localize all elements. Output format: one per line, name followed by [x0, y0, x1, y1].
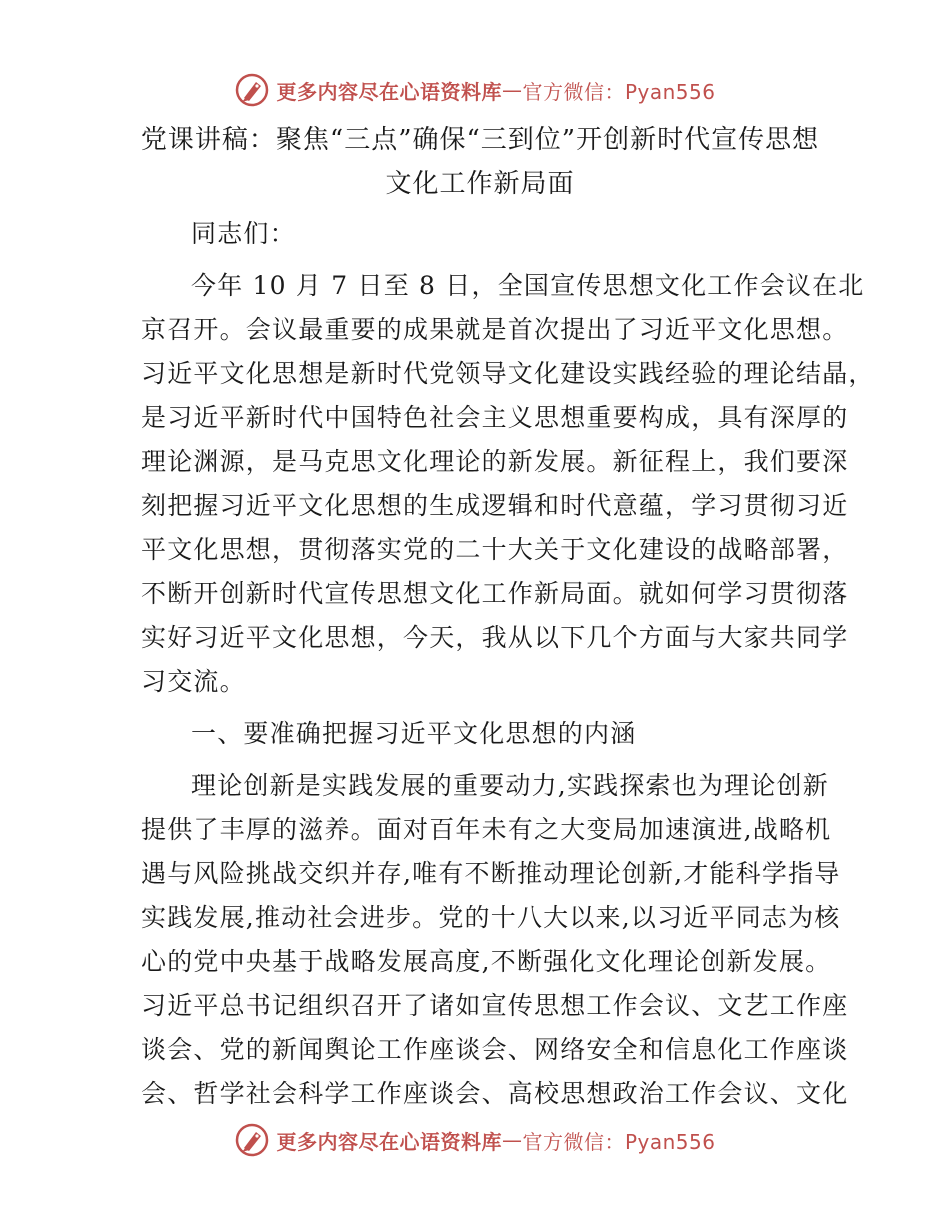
contact-text: 官方微信：Pyan556	[522, 1129, 716, 1154]
banner-separator: —	[501, 78, 523, 102]
section-heading: 一、要准确把握习近平文化思想的内涵	[191, 719, 637, 748]
promo-text: 更多内容尽在心语资料库	[276, 79, 502, 104]
body-line: 京召开。会议最重要的成果就是首次提出了习近平文化思想。	[141, 315, 849, 344]
contact-text: 官方微信：Pyan556	[522, 79, 716, 104]
banner-separator: —	[501, 1128, 523, 1152]
body-line: 心的党中央基于战略发展高度,不断强化文化理论创新发展。	[141, 947, 832, 976]
body-line: 会、哲学社会科学工作座谈会、高校思想政治工作会议、文化	[141, 1079, 849, 1108]
pen-nib-logo-icon	[234, 1122, 270, 1158]
body-line: 理论创新是实践发展的重要动力,实践探索也为理论创新	[191, 771, 829, 800]
body-line: 是习近平新时代中国特色社会主义思想重要构成，具有深厚的	[141, 403, 849, 432]
salutation: 同志们：	[191, 219, 296, 248]
body-line: 提供了丰厚的滋养。面对百年未有之大变局加速演进,战略机	[141, 815, 832, 844]
body-line: 平文化思想，贯彻落实党的二十大关于文化建设的战略部署，	[141, 535, 849, 564]
document-title-line-1: 党课讲稿：聚焦“三点”确保“三到位”开创新时代宣传思想	[140, 125, 820, 155]
body-line: 习近平总书记组织召开了诸如宣传思想工作会议、文艺工作座	[141, 991, 849, 1020]
footer-watermark-banner	[0, 1120, 950, 1160]
body-line: 谈会、党的新闻舆论工作座谈会、网络安全和信息化工作座谈	[141, 1035, 849, 1064]
body-line: 刻把握习近平文化思想的生成逻辑和时代意蕴，学习贯彻习近	[141, 491, 849, 520]
body-line: 习近平文化思想是新时代党领导文化建设实践经验的理论结晶，	[141, 359, 875, 388]
body-line: 习交流。	[141, 667, 246, 696]
header-watermark-banner	[0, 70, 950, 110]
document-title-line-2: 文化工作新局面	[385, 169, 575, 199]
body-line: 实好习近平文化思想，今天，我从以下几个方面与大家共同学	[141, 623, 849, 652]
body-line: 理论渊源，是马克思文化理论的新发展。新征程上，我们要深	[141, 447, 849, 476]
body-line: 实践发展,推动社会进步。党的十八大以来,以习近平同志为核	[141, 903, 841, 932]
body-line: 今年 10 月 7 日至 8 日，全国宣传思想文化工作会议在北	[191, 271, 865, 300]
body-line: 不断开创新时代宣传思想文化工作新局面。就如何学习贯彻落	[141, 579, 849, 608]
promo-text: 更多内容尽在心语资料库	[276, 1129, 502, 1154]
pen-nib-logo-icon	[234, 72, 270, 108]
body-line: 遇与风险挑战交织并存,唯有不断推动理论创新,才能科学指导	[141, 859, 841, 888]
